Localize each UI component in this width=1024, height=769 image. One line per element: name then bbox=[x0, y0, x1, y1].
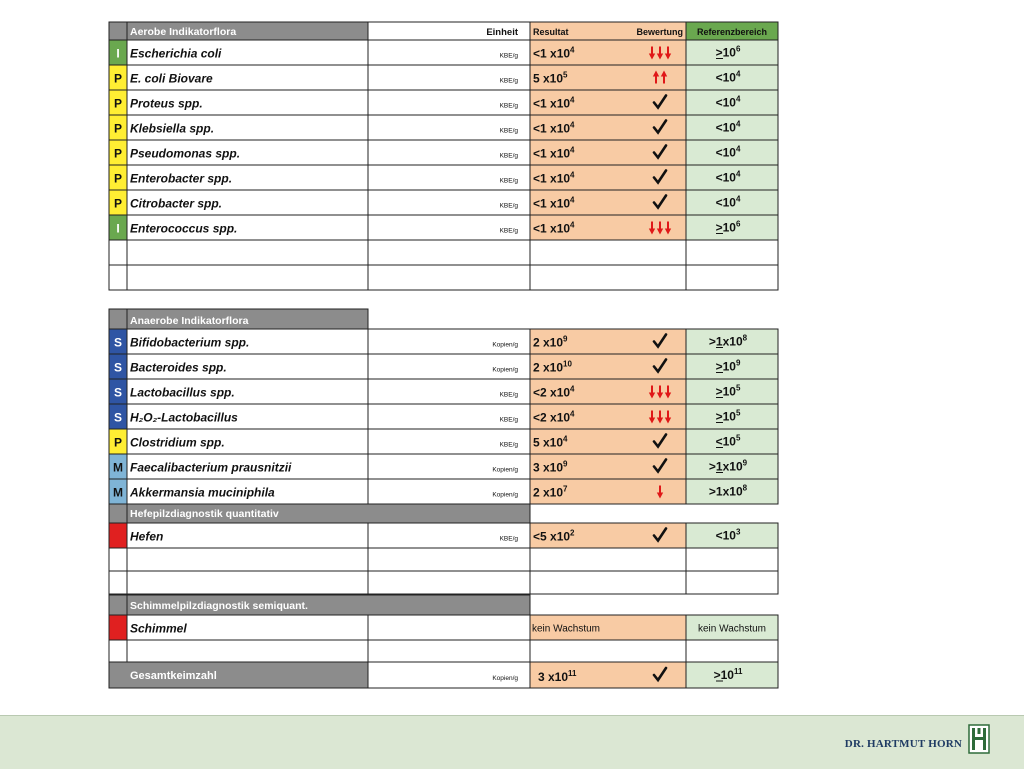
organism-name: Lactobacillus spp. bbox=[130, 385, 235, 400]
footer-bar bbox=[0, 715, 1024, 769]
hefe-header-marker bbox=[109, 504, 127, 523]
unit-label: Kopien/g bbox=[492, 466, 518, 474]
unit-label: KBE/g bbox=[499, 127, 518, 135]
unit-label: KBE/g bbox=[499, 102, 518, 110]
unit-label: KBE/g bbox=[499, 441, 518, 449]
marker-letter: S bbox=[113, 385, 123, 400]
horn-logo-icon bbox=[968, 724, 990, 754]
evaluation-down3-icon bbox=[649, 47, 671, 60]
result-value: <1 $x10^4$ bbox=[533, 170, 575, 186]
resultat-label: Resultat bbox=[533, 27, 569, 37]
marker-letter: I bbox=[116, 46, 120, 61]
unit-cell bbox=[368, 265, 530, 290]
reference-cell bbox=[686, 640, 778, 662]
organism-name: Bacteroides spp. bbox=[130, 360, 227, 375]
organism-name: Schimmel bbox=[130, 621, 187, 636]
result-cell bbox=[530, 265, 686, 290]
marker-letter: S bbox=[113, 335, 123, 350]
marker-letter: P bbox=[113, 71, 123, 86]
result-value: 2 $x10^{10}$ bbox=[533, 359, 572, 375]
organism-name: E. coli Biovare bbox=[130, 71, 213, 86]
marker-cell bbox=[109, 615, 127, 640]
reference-value: $<10^4$ bbox=[715, 119, 741, 135]
marker-letter: P bbox=[113, 171, 123, 186]
unit-label: KBE/g bbox=[499, 152, 518, 160]
marker-letter: P bbox=[113, 121, 123, 136]
hefe-header-title: Hefepilzdiagnostik quantitativ bbox=[130, 508, 279, 520]
result-cell bbox=[530, 240, 686, 265]
organism-name: Klebsiella spp. bbox=[130, 121, 215, 136]
anaerobe-header-title: Anaerobe Indikatorflora bbox=[130, 315, 249, 327]
unit-label: KBE/g bbox=[499, 416, 518, 424]
result-value: <1 $x10^4$ bbox=[533, 145, 575, 161]
evaluation-down3-icon bbox=[649, 411, 671, 424]
marker-letter: M bbox=[113, 485, 123, 500]
schimmel-header-marker bbox=[109, 595, 127, 615]
unit-cell bbox=[368, 640, 530, 662]
result-value: 3 $x10^{11}$ bbox=[538, 669, 577, 684]
aerobe-header-marker bbox=[109, 22, 127, 40]
reference-cell bbox=[686, 571, 778, 594]
result-value: <1 $x10^4$ bbox=[533, 195, 575, 211]
marker-letter: P bbox=[113, 96, 123, 111]
result-value: 3 $x10^9$ bbox=[533, 459, 568, 475]
marker-cell bbox=[109, 571, 127, 594]
result-cell bbox=[530, 571, 686, 594]
organism-cell bbox=[127, 548, 368, 571]
reference-value: $<10^3$ bbox=[715, 527, 741, 543]
reference-value: $>10^9$ bbox=[715, 358, 741, 374]
marker-letter: P bbox=[113, 435, 123, 450]
unit-label: Kopien/g bbox=[492, 675, 518, 682]
result-value: <5 $x10^2$ bbox=[533, 528, 575, 544]
unit-label: KBE/g bbox=[499, 77, 518, 85]
unit-cell bbox=[368, 240, 530, 265]
organism-name: H₂O₂-Lactobacillus bbox=[130, 410, 238, 425]
marker-letter: P bbox=[113, 196, 123, 211]
result-value: 5 $x10^4$ bbox=[533, 434, 568, 450]
organism-name: Proteus spp. bbox=[130, 96, 203, 111]
result-value: <2 $x10^4$ bbox=[533, 409, 575, 425]
unit-cell bbox=[368, 548, 530, 571]
schimmel-header-title: Schimmelpilzdiagnostik semiquant. bbox=[130, 600, 308, 612]
brand-name: DR. HARTMUT HORN bbox=[844, 738, 962, 750]
reference-cell bbox=[686, 240, 778, 265]
marker-cell bbox=[109, 548, 127, 571]
result-value: 5 $x10^5$ bbox=[533, 70, 568, 86]
result-value: kein Wachstum bbox=[532, 623, 600, 635]
reference-value: $<10^4$ bbox=[715, 169, 741, 185]
reference-value: $>10^5$ bbox=[715, 383, 741, 399]
result-value: 2 $x10^7$ bbox=[533, 484, 568, 500]
reference-value: kein Wachstum bbox=[698, 623, 766, 635]
result-value: <2 $x10^4$ bbox=[533, 384, 575, 400]
marker-letter: P bbox=[113, 146, 123, 161]
evaluation-down3-icon bbox=[649, 386, 671, 399]
reference-value: $<10^4$ bbox=[715, 69, 741, 85]
reference-value: $>10^5$ bbox=[715, 408, 741, 424]
gesamt-label: Gesamtkeimzahl bbox=[130, 670, 217, 682]
organism-name: Akkermansia muciniphila bbox=[130, 485, 275, 500]
reference-value: $>1x10^8$ bbox=[708, 483, 748, 499]
organism-name: Pseudomonas spp. bbox=[130, 146, 241, 161]
unit-label: KBE/g bbox=[499, 391, 518, 399]
referenz-label: Referenzbereich bbox=[696, 27, 768, 37]
organism-cell bbox=[127, 571, 368, 594]
result-value: <1 $x10^4$ bbox=[533, 120, 575, 136]
result-value: <1 $x10^4$ bbox=[533, 220, 575, 236]
organism-cell bbox=[127, 265, 368, 290]
marker-cell bbox=[109, 640, 127, 662]
unit-label: Kopien/g bbox=[492, 491, 518, 499]
reference-value: $<10^5$ bbox=[715, 433, 741, 449]
unit-label: Kopien/g bbox=[492, 366, 518, 374]
evaluation-down3-icon bbox=[649, 222, 671, 235]
reference-value: $<10^4$ bbox=[715, 194, 741, 210]
marker-letter: M bbox=[113, 460, 123, 475]
organism-cell bbox=[127, 640, 368, 662]
einheit-label: Einheit bbox=[486, 27, 518, 38]
marker-cell bbox=[109, 523, 127, 548]
reference-cell bbox=[686, 265, 778, 290]
marker-cell bbox=[109, 265, 127, 290]
anaerobe-header-marker bbox=[109, 309, 127, 329]
organism-cell bbox=[127, 240, 368, 265]
result-cell bbox=[530, 548, 686, 571]
unit-label: KBE/g bbox=[499, 202, 518, 210]
result-value: <1 $x10^4$ bbox=[533, 45, 575, 61]
reference-value: $>10^{11}$ bbox=[713, 667, 743, 682]
bewertung-label: Bewertung bbox=[636, 27, 683, 37]
unit-cell bbox=[368, 571, 530, 594]
marker-letter: I bbox=[116, 221, 120, 236]
organism-name: Clostridium spp. bbox=[130, 435, 225, 450]
result-value: <1 $x10^4$ bbox=[533, 95, 575, 111]
result-value: 2 $x10^9$ bbox=[533, 334, 568, 350]
reference-value: $<10^4$ bbox=[715, 94, 741, 110]
unit-label: KBE/g bbox=[499, 535, 518, 543]
reference-cell bbox=[686, 548, 778, 571]
unit-label: KBE/g bbox=[499, 227, 518, 235]
marker-letter: S bbox=[113, 410, 123, 425]
result-cell bbox=[530, 640, 686, 662]
organism-name: Hefen bbox=[130, 529, 164, 544]
unit-cell bbox=[368, 615, 530, 640]
organism-name: Enterobacter spp. bbox=[130, 171, 233, 186]
organism-name: Bifidobacterium spp. bbox=[130, 335, 250, 350]
organism-name: Citrobacter spp. bbox=[130, 196, 223, 211]
aerobe-header-title: Aerobe Indikatorflora bbox=[130, 26, 237, 38]
organism-name: Faecalibacterium prausnitzii bbox=[130, 460, 292, 475]
reference-value: $<10^4$ bbox=[715, 144, 741, 160]
reference-value: $>10^6$ bbox=[715, 219, 741, 235]
organism-name: Enterococcus spp. bbox=[130, 221, 238, 236]
reference-value: $>10^6$ bbox=[715, 44, 741, 60]
marker-cell bbox=[109, 240, 127, 265]
marker-letter: S bbox=[113, 360, 123, 375]
reference-value: $>1x10^8$ bbox=[708, 333, 748, 349]
unit-label: KBE/g bbox=[499, 52, 518, 60]
unit-label: Kopien/g bbox=[492, 341, 518, 349]
reference-value: $>1x10^9$ bbox=[708, 458, 748, 474]
unit-label: KBE/g bbox=[499, 177, 518, 185]
organism-name: Escherichia coli bbox=[130, 46, 222, 61]
